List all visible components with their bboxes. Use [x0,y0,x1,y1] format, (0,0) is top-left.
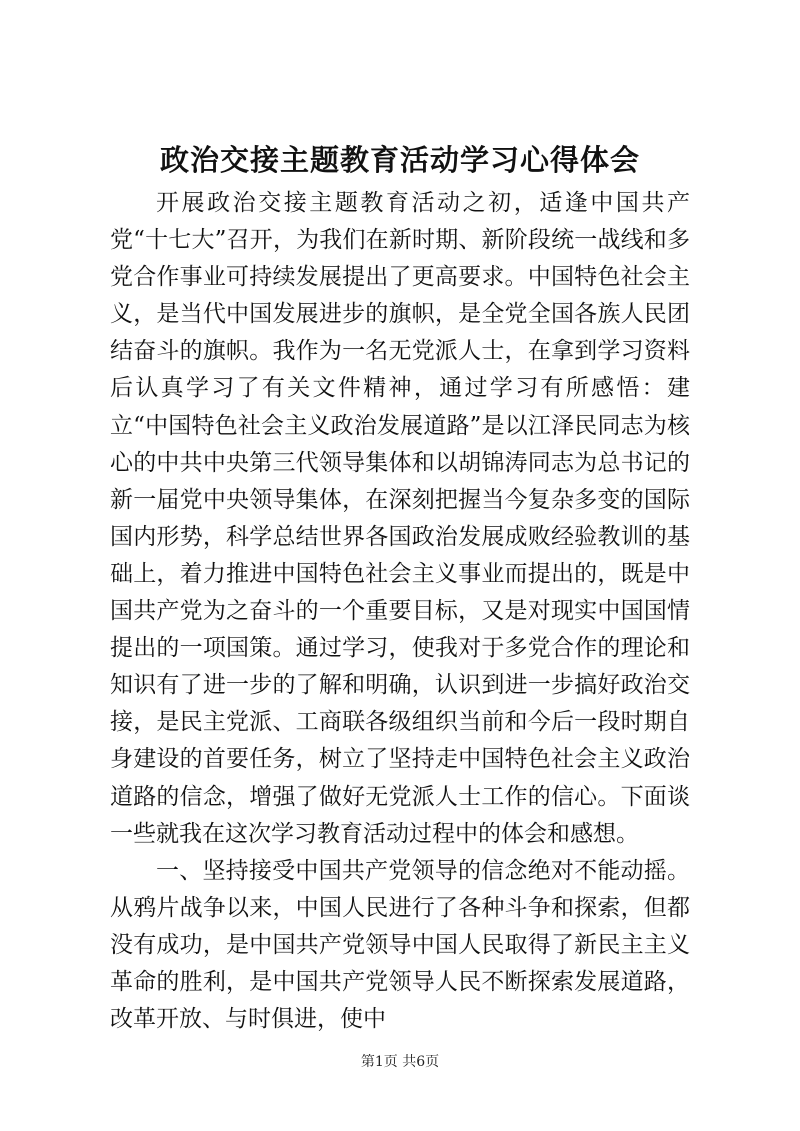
paragraph-intro: 开展政治交接主题教育活动之初，适逢中国共产党“十七大”召开，为我们在新时期、新阶段统一战线和多党合作事业可持续发展提出了更高要求。中国特色社会主义，是当代中国发展进步的旗帜，是全党全国各族人民团结奋斗的旗帜。我作为一名无党派人士，在拿到学习资料后认真学习了有关文件精神，通过学习有所感悟：建立“中国特色社会主义政治发展道路”是以江泽民同志为核心的中共中央第三代领导集体和以胡锦涛同志为总书记的新一届党中央领导集体，在深刻把握当今复杂多变的国际国内形势，科学总结世界各国政治发展成败经验教训的基础上，着力推进中国特色社会主义事业而提出的，既是中国共产党为之奋斗的一个重要目标，又是对现实中国国情提出的一项国策。通过学习，使我对于多党合作的理论和知识有了进一步的了解和明确，认识到进一步搞好政治交接，是民主党派、工商联各级组织当前和今后一段时期自身建设的首要任务，树立了坚持走中国特色社会主义政治道路的信念，增强了做好无党派人士工作的信心。下面谈一些就我在这次学习教育活动过程中的体会和感想。 [110,190,690,847]
paragraph-point-one: 一、坚持接受中国共产党领导的信念绝对不能动摇。从鸦片战争以来，中国人民进行了各种斗争和探索，但都没有成功，是中国共产党领导中国人民取得了新民主主义革命的胜利，是中国共产党领导人民不断探索发展道路，改革开放、与时俱进，使中 [110,857,690,1033]
document-body [110,185,690,1038]
page-number-footer: 第1页 共6页 [360,1054,440,1070]
document-title: 政治交接主题教育活动学习心得体会 [159,143,640,177]
